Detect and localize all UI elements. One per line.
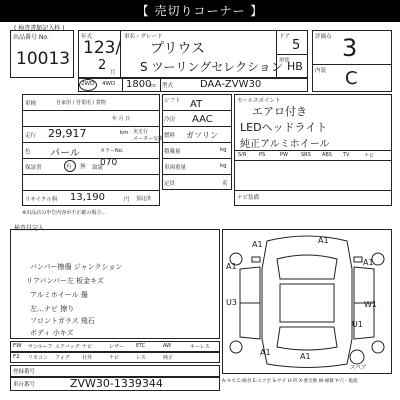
door-label: ドア (279, 34, 290, 40)
note-line-6: ボディ 小キズ (30, 329, 74, 337)
mileage-opt2: メーター交換 (133, 136, 164, 142)
chassis-label: 車台番号 (13, 382, 36, 388)
note-line-1: バンパー擦傷 ジャンクション (30, 263, 123, 271)
color-value: パール (50, 148, 80, 159)
top-note: ( 検査書類記入枠 ) (14, 25, 65, 32)
weight-label: 車両重量 (164, 165, 187, 171)
recycle-value: 13,190 (70, 192, 105, 203)
score-value: 3 (342, 34, 358, 62)
note-line-4: 左…ナビ 擦り (30, 305, 75, 313)
inspection-value: 自家用 / 営業用 / 貨物 (56, 100, 106, 106)
shape-label: 形状 (279, 58, 291, 64)
damage-mark: A1 (226, 262, 237, 271)
option-item: ABS (322, 152, 332, 158)
notes-label: 検査員記入 (14, 225, 45, 232)
month-value: 2 (98, 58, 107, 73)
damage-mark: A1 (300, 352, 311, 361)
drive-2wd: 2WD (81, 81, 95, 87)
option-item: ナビ (364, 153, 375, 159)
sales-item-2: LEDヘッドライト (240, 121, 328, 134)
option-item: PS (259, 152, 266, 158)
shift-value: AT (190, 99, 203, 110)
shift-label: シフト (164, 98, 181, 104)
feature-item: レス (136, 355, 146, 361)
manual-label: 取説 (92, 165, 104, 171)
drive-4wd: 4WD (102, 81, 116, 87)
warranty-yes: 有 (66, 164, 72, 170)
recycle-note: 預託済 (136, 196, 152, 202)
score-label: 評価点 (315, 34, 332, 40)
feature-item: サンルーフ (28, 344, 53, 350)
color-no-label: カラーNo. (100, 148, 124, 154)
feature-item: ETC (136, 343, 146, 349)
owner-note: ※出品店の申告内容が不正確の場合… (22, 210, 107, 216)
note-line-2: リアバンパー左 板金キズ (26, 277, 105, 285)
sales-label: セールスポイント (237, 98, 281, 104)
mileage-label: 走行 (25, 133, 37, 139)
warranty-label: 保証書 (25, 165, 42, 171)
f2-label: F2 (13, 354, 20, 360)
recycle-label: リサイクル料 (25, 197, 58, 203)
damage-mark: A1 (252, 240, 263, 249)
shape-value: HB (287, 60, 303, 73)
reg-label: 登録番号 (13, 369, 36, 375)
navi-label: ナビ装備 (237, 195, 260, 201)
year-label: 年式 (81, 34, 93, 40)
damage-mark: U3 (226, 298, 237, 307)
feature-item: 社外 (82, 355, 93, 361)
option-item: PW (280, 152, 288, 158)
ac-value: AAC (192, 114, 213, 125)
mileage-unit: km (120, 130, 129, 136)
capacity-unit: 名 (222, 181, 228, 187)
warranty-no: 無 (80, 164, 86, 170)
color-label: 色 (25, 149, 31, 155)
option-item: S/R (238, 152, 247, 158)
weight-unit: kg (220, 163, 227, 169)
year-value: 123/ (83, 38, 122, 58)
ac-label: 冷房 (164, 117, 176, 123)
load-label: 積載量 (164, 149, 181, 155)
interior-value: C (345, 68, 358, 89)
note-line-5: フロントガラス 飛石 (30, 317, 95, 325)
legend-codes: A-キズ C-腐食 E-エクボ S-サビ U-凹 X-要交換 W-補修 Y-穴・亀裂 (222, 379, 358, 384)
name-label: 車名・グレード (124, 34, 163, 40)
feature-item: リモコン (28, 355, 49, 361)
car-name: プリウス (150, 41, 206, 57)
color-no-value: 070 (100, 158, 118, 168)
month-unit: 月 (110, 70, 116, 76)
feature-item: ナビ (109, 355, 120, 361)
feature-item: AW (163, 343, 172, 349)
capacity-label: 定員 (164, 181, 176, 187)
car-grade: S ツーリングセレクション (140, 60, 283, 74)
mileage-value: 29,917 (48, 127, 87, 140)
option-item: SRS (301, 152, 311, 158)
feature-item: フォグ (55, 355, 70, 361)
cc-unit: cc (150, 83, 157, 89)
note-line-3: アルミホイール 傷 (30, 291, 88, 299)
option-item: TV (343, 152, 350, 158)
cc-value: 1800 (126, 79, 152, 90)
damage-mark: U1 (352, 320, 363, 329)
load-unit: kg (220, 147, 227, 153)
inspection-date-label: 年 月 日 (112, 116, 131, 122)
recycle-unit: 円 (124, 197, 130, 203)
damage-mark: A1 (363, 258, 374, 267)
lot-number: 10013 (16, 49, 71, 69)
fuel-value: ガソリン (186, 131, 218, 140)
spare-label: スペア (350, 365, 367, 371)
banner-title: 【 売切りコーナー 】 (0, 0, 400, 22)
feature-item: キーレス (190, 344, 210, 350)
feature-item: レザー (109, 344, 125, 350)
fw-label: FW (13, 343, 22, 349)
model-label: 型式 (162, 83, 174, 89)
fuel-label: 燃料 (164, 133, 176, 139)
door-value: 5 (292, 38, 301, 53)
damage-mark: A1 (260, 348, 271, 357)
lot-label: 出品番号 No. (13, 34, 49, 41)
damage-mark: W1 (364, 300, 377, 309)
damage-mark: A1 (318, 236, 329, 245)
reg-row (10, 365, 220, 377)
sales-item-1: エアロ付き (252, 105, 307, 118)
feature-item: エアバッグ (55, 344, 80, 350)
feature-item: 純正 (163, 355, 174, 361)
mileage-opt1: 実走行 (133, 129, 149, 135)
chassis-value: ZVW30-1339344 (70, 377, 163, 390)
interior-label: 内装 (315, 68, 327, 74)
inspection-label: 車検 (25, 101, 37, 107)
model-value: DAA-ZVW30 (200, 79, 262, 90)
feature-item: ナビ (82, 344, 93, 350)
sales-item-3: 純正アルミホイール (240, 139, 330, 150)
